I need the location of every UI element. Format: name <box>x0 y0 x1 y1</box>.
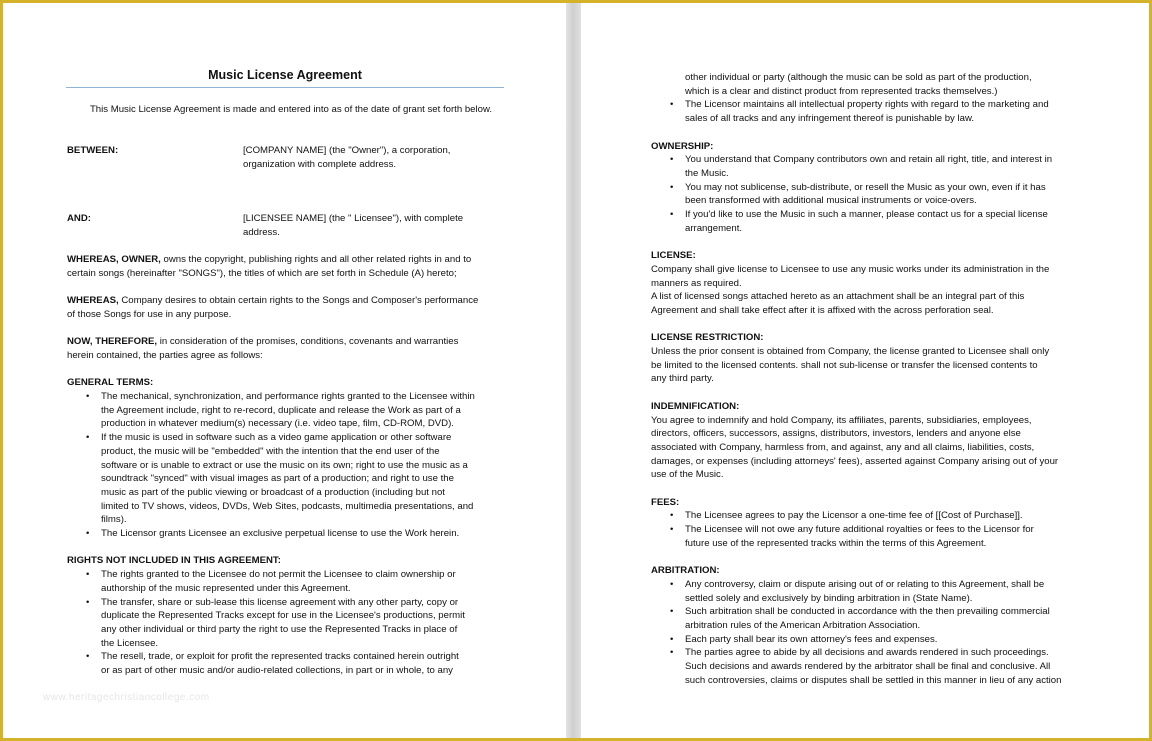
list-item <box>651 578 1121 605</box>
list-item-line: the Music. <box>685 167 729 179</box>
continuation-line-2: which is a clear and distinct product from represented tracks themselves.) <box>685 85 998 97</box>
list-item-line: soundtrack "synced" with visual images as part of a production; and right to use the <box>101 473 454 485</box>
list-item <box>67 431 537 527</box>
whereas-company-paragraph <box>67 294 537 321</box>
license-restriction-heading: LICENSE RESTRICTION: <box>651 332 764 344</box>
licensee-section <box>67 212 537 239</box>
text-line: Company shall give license to Licensee to use any music works under its administration in the <box>651 263 1050 275</box>
text-line: associated with Company, harmless from, and against, any and all claims, liabilities, costs, <box>651 441 1035 453</box>
list-item-line: product, the music will be "embedded" with the intention that the end user of the <box>101 445 440 457</box>
between-row <box>67 144 537 158</box>
now-therefore-text-2: herein contained, the parties agree as follows: <box>67 349 263 361</box>
list-item-line: • If you'd like to use the Music in such a manner, please contact us for a special license <box>685 209 1048 221</box>
list-item-line: • The Licensee will not owe any future additional royalties or fees to the Licensor for <box>685 524 1034 536</box>
license-restriction-text <box>651 345 1121 386</box>
now-therefore-paragraph <box>67 335 537 362</box>
title-rule <box>66 87 504 88</box>
continuation-list <box>651 98 1121 125</box>
text-line: be limited to the licensed contents. shall not sub-license or transfer the licensed contents to <box>651 359 1038 371</box>
body-left <box>67 253 537 678</box>
list-item-line: • The rights granted to the Licensee do not permit the Licensee to claim ownership or <box>101 569 456 581</box>
text-line: Unless the prior consent is obtained from Company, the license granted to Licensee shall only <box>651 346 1050 358</box>
list-item-line: the Licensee. <box>101 637 159 649</box>
now-therefore-bold: NOW, THEREFORE, <box>67 336 158 348</box>
text-line: damages, or expenses (including attorneys' fees), asserted against Company arising out of your <box>651 455 1059 467</box>
owner-line-2: organization with complete address. <box>243 158 397 170</box>
indemnification-heading: INDEMNIFICATION: <box>651 400 740 412</box>
whereas-company-text-1: Company desires to obtain certain rights to the Songs and Composer's performance <box>118 295 479 307</box>
list-item-line: duplicate the Represented Tracks except for use in the Licensee's productions, permit <box>101 610 465 622</box>
parties-section <box>67 144 537 171</box>
and-row-2 <box>67 226 537 240</box>
whereas-owner-bold: WHEREAS, OWNER, <box>67 254 161 265</box>
indemnification-text <box>651 414 1121 483</box>
list-item-line: • Any controversy, claim or dispute arising out of or relating to this Agreement, shall be <box>685 578 1045 590</box>
between-row-2 <box>67 158 537 172</box>
document-title: Music License Agreement <box>208 68 362 82</box>
list-item-line: sales of all tracks and any infringement thereof is punishable by law. <box>685 113 975 125</box>
list-item <box>67 390 537 431</box>
page-1 <box>3 3 566 738</box>
list-item-line: authorship of the music represented under this Agreement. <box>101 582 351 594</box>
list-item <box>651 181 1121 208</box>
rights-not-included-list <box>67 568 537 678</box>
arbitration-list <box>651 578 1121 688</box>
continuation-line-1: other individual or party (although the music can be sold as part of the production, <box>685 72 1032 83</box>
license-heading: LICENSE: <box>651 250 696 262</box>
list-item-line: • Each party shall bear its own attorney's fees and expenses. <box>685 633 938 645</box>
whereas-company-text-2: of those Songs for use in any purpose. <box>67 308 232 320</box>
ownership-heading: OWNERSHIP: <box>651 140 714 152</box>
list-item-line: • The parties agree to abide by all decisions and awards rendered in such proceedings. <box>685 647 1049 659</box>
list-item-line: • The resell, trade, or exploit for profit the represented tracks contained herein outright <box>101 651 459 663</box>
document-viewer <box>3 3 1149 738</box>
list-item-line: arrangement. <box>685 222 743 234</box>
list-item-line: music as part of the public viewing or broadcast of a production (including but not <box>101 486 445 498</box>
list-item-line: future use of the represented tracks within the terms of this Agreement. <box>685 537 987 549</box>
body-right <box>651 71 1121 688</box>
and-row <box>67 212 537 226</box>
list-item <box>651 633 1121 647</box>
owner-line-1: [COMPANY NAME] (the "Owner"), a corporation, <box>243 145 451 156</box>
licensee-line-1: [LICENSEE NAME] (the " Licensee"), with complete <box>243 213 464 224</box>
general-terms-list <box>67 390 537 541</box>
list-item-line: • The mechanical, synchronization, and performance rights granted to the Licensee within <box>101 390 475 402</box>
list-item-line: or as part of other music and/or audio-related collections, in part or in whole, to any <box>101 665 453 677</box>
arbitration-heading: ARBITRATION: <box>651 565 720 577</box>
list-item-line: such controversies, claims or disputes shall be settled in this manner in lieu of any action <box>685 674 1062 686</box>
general-terms-heading: GENERAL TERMS: <box>67 377 154 389</box>
list-item-line: • You understand that Company contributors own and retain all right, title, and interest in <box>685 154 1053 166</box>
list-item <box>651 509 1121 523</box>
list-item-line: • The transfer, share or sub-lease this license agreement with any other party, copy or <box>101 596 459 608</box>
list-item-line: • The Licensor grants Licensee an exclusive perpetual license to use the Work herein. <box>101 528 460 540</box>
ownership-list <box>651 153 1121 235</box>
text-line: You agree to indemnify and hold Company, its affiliates, parents, subsidiaries, employees, <box>651 414 1032 426</box>
list-item <box>651 605 1121 632</box>
list-item-line: • The Licensee agrees to pay the Licensor a one-time fee of [[Cost of Purchase]]. <box>685 510 1023 522</box>
list-item-line: the Agreement include, right to re-record, duplicate and release the Work as part of a <box>101 404 461 416</box>
and-label: AND: <box>67 213 91 224</box>
text-line: manners as required. <box>651 277 742 289</box>
text-line: Agreement and shall take effect after it is affixed with the across perforation seal. <box>651 304 994 316</box>
intro-paragraph: This Music License Agreement is made and entered into as of the date of grant set forth below. <box>89 104 493 115</box>
fees-heading: FEES: <box>651 496 680 508</box>
list-item-line: been transformed with additional musical instruments or voice-overs. <box>685 195 977 207</box>
list-item-line: • Such arbitration shall be conducted in accordance with the then prevailing commercial <box>685 606 1050 618</box>
list-item <box>651 153 1121 180</box>
now-therefore-text-1: in consideration of the promises, conditions, covenants and warranties <box>157 336 459 348</box>
list-item <box>67 527 537 541</box>
text-line: use of the Music. <box>651 469 724 481</box>
rights-not-included-heading: RIGHTS NOT INCLUDED IN THIS AGREEMENT: <box>67 555 281 567</box>
list-item <box>67 568 537 595</box>
whereas-company-bold: WHEREAS, <box>67 295 119 307</box>
continuation-lines <box>651 71 1121 98</box>
license-text <box>651 263 1121 318</box>
page-2 <box>581 3 1149 738</box>
list-item-line: films). <box>101 514 127 526</box>
text-line: any third party. <box>651 373 714 385</box>
whereas-owner-paragraph <box>67 253 537 280</box>
list-item-line: production in whatever medium(s) necessary (i.e. video tape, film, CD-ROM, DVD). <box>101 418 454 430</box>
text-line: A list of licensed songs attached hereto as an attachment shall be an integral part of this <box>651 291 1025 303</box>
list-item <box>67 650 537 677</box>
page-gutter <box>566 3 581 738</box>
list-item-line: • You may not sublicense, sub-distribute, or resell the Music as your own, even if it has <box>685 181 1046 193</box>
list-item <box>651 98 1121 125</box>
list-item-line: • If the music is used in software such as a video game application or other software <box>101 432 452 444</box>
list-item <box>651 646 1121 687</box>
list-item-line: any other individual or third party the right to use the Represented Tracks in place of <box>101 623 458 635</box>
list-item <box>651 208 1121 235</box>
list-item-line: software or is unable to extract or use the music on its own; right to use the music as a <box>101 459 468 471</box>
list-item <box>651 523 1121 550</box>
between-label: BETWEEN: <box>67 145 119 156</box>
text-line: directors, officers, successors, assigns, distributors, investors, lenders and anyone else <box>651 428 1021 440</box>
list-item <box>67 596 537 651</box>
list-item-line: settled solely and exclusively by binding arbitration in (State Name). <box>685 592 973 604</box>
list-item-line: arbitration rules of the American Arbitration Association. <box>685 620 921 632</box>
list-item-line: Such decisions and awards rendered by the arbitrator shall be final and conclusive. All <box>685 661 1051 673</box>
fees-list <box>651 509 1121 550</box>
list-item-line: limited to TV shows, videos, DVDs, Web Sites, podcasts, multimedia presentations, and <box>101 500 474 512</box>
list-item-line: • The Licensor maintains all intellectual property rights with regard to the marketing and <box>685 99 1049 111</box>
whereas-owner-text-2: certain songs (hereinafter "SONGS"), the titles of which are set forth in Schedule (A) hereto; <box>67 267 457 279</box>
licensee-line-2: address. <box>243 226 280 238</box>
watermark: www.heritagechristiancollege.com <box>43 692 210 703</box>
whereas-owner-text-1: owns the copyright, publishing rights and all other related rights in and to <box>160 254 472 265</box>
